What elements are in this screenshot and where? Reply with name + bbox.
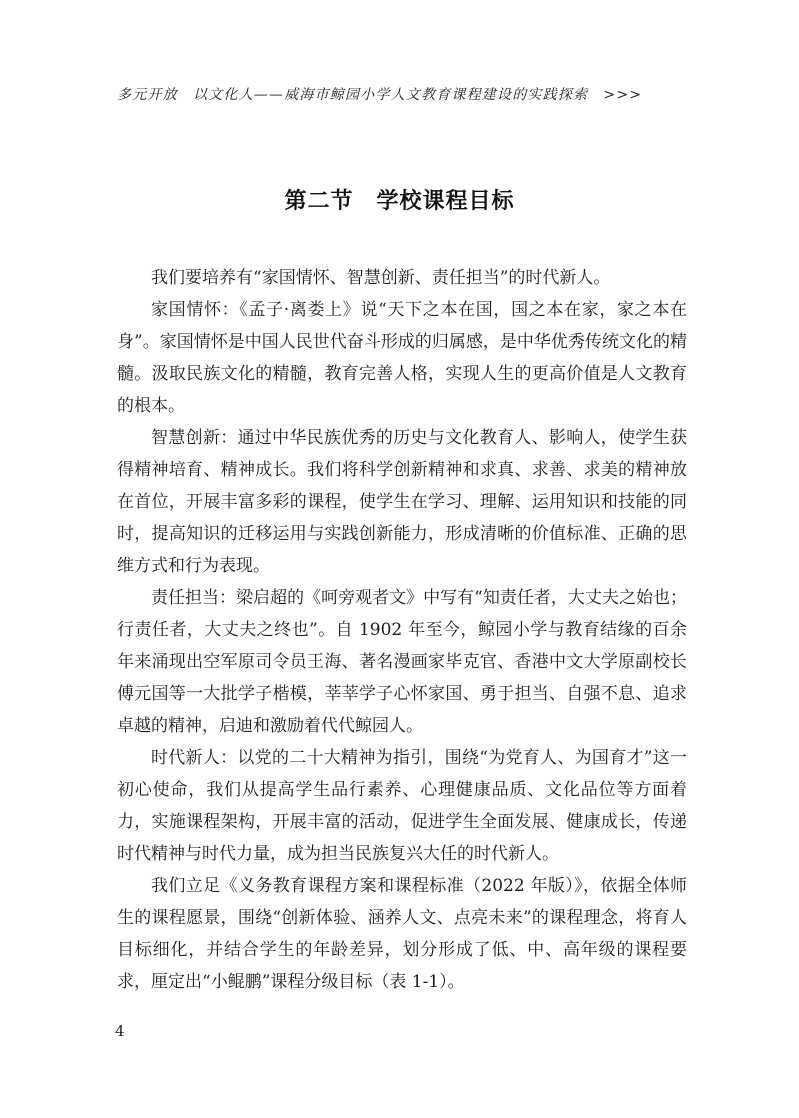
paragraph-responsibility: 责任担当：梁启超的《呵旁观者文》中写有“知责任者，大丈夫之始也；行责任者，大丈夫之终也”。自 1902 年至今，鲸园小学与教育结缘的百余年来涌现出空军原司令员王海、著名漫画家毕克官、香港中文大学原副校长傅元国等一大批学子楷模，莘莘学子心怀家国、勇于担当、自强不息、追求卓越的精神，启迪和激励着代代鲸园人。	[117, 588, 687, 736]
section-title: 第二节 学校课程目标	[284, 189, 515, 214]
paragraph-intro: 我们要培养有“家国情怀、智慧创新、责任担当”的时代新人。	[151, 268, 611, 288]
body-text	[117, 262, 687, 998]
paragraph-wisdom-innovation: 智慧创新：通过中华民族优秀的历史与文化教育人、影响人，使学生获得精神培育、精神成长。我们将科学创新精神和求真、求善、求美的精神放在首位，开展丰富多彩的课程，使学生在学习、理解、运用知识和技能的同时，提高知识的迁移运用与实践创新能力，形成清晰的价值标准、正确的思维方式和行为表现。	[117, 428, 687, 576]
paragraph-patriotism: 家国情怀：《孟子·离娄上》说“天下之本在国，国之本在家，家之本在身”。家国情怀是中国人民世代奋斗形成的归属感，是中华优秀传统文化的精髓。汲取民族文化的精髓，教育完善人格，实现人生的更高价值是人文教育的根本。	[117, 300, 687, 416]
paragraph-new-era: 时代新人：以党的二十大精神为指引，围绕“为党育人、为国育才”这一初心使命，我们从提高学生品行素养、心理健康品质、文化品位等方面着力，实施课程架构，开展丰富的活动，促进学生全面发展、健康成长，传递时代精神与时代力量，成为担当民族复兴大任的时代新人。	[117, 748, 687, 864]
paragraph-curriculum-basis: 我们立足《义务教育课程方案和课程标准（2022 年版）》，依据全体师生的课程愿景，围绕“创新体验、涵养人文、点亮未来”的课程理念，将育人目标细化，并结合学生的年龄差异，划分形成了低、中、高年级的课程要求，厘定出“小鲲鹏”课程分级目标（表 1-1）。	[117, 876, 687, 992]
page-number: 4	[115, 1022, 125, 1040]
running-header: 多元开放 以文化人——威海市鲸园小学人文教育课程建设的实践探索 >>>	[117, 87, 643, 103]
